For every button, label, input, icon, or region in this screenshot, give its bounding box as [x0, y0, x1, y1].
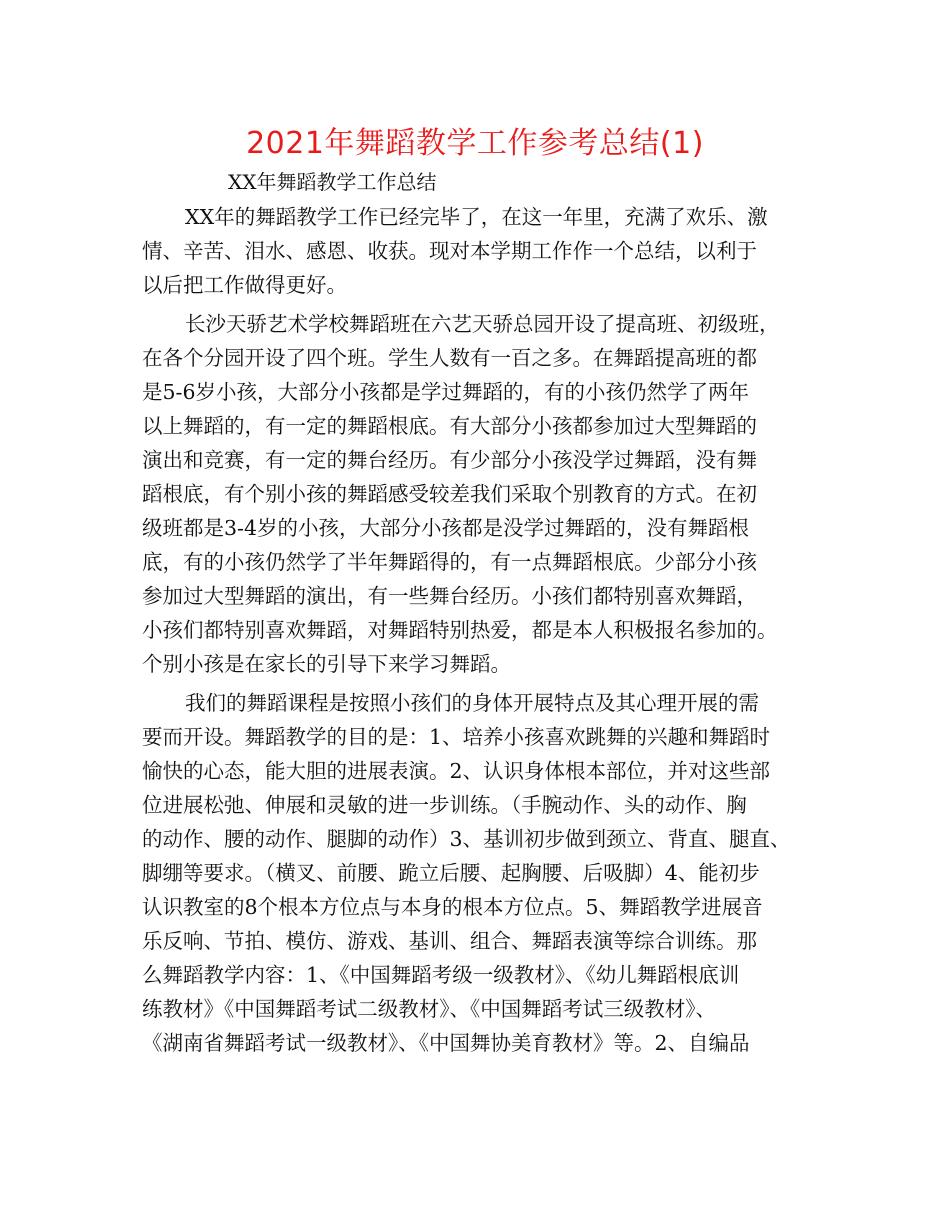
paragraph-3-line-10: 练教材》《中国舞蹈考试二级教材》、《中国舞蹈考试三级教材》、 [142, 997, 716, 1021]
paragraph-2-line-9: 参加过大型舞蹈的演出，有一些舞台经历。小孩们都特别喜欢舞蹈， [142, 584, 757, 608]
paragraph-3-line-7: 认识教室的8个根本方位点与本身的根本方位点。5、舞蹈教学进展音 [142, 895, 763, 919]
paragraph-3-line-3: 愉快的心态，能大胆的进展表演。2、认识身体根本部位，并对这些部 [142, 759, 771, 783]
paragraph-2-line-5: 演出和竞赛，有一定的舞台经历。有少部分小孩没学过舞蹈，没有舞 [142, 448, 757, 472]
paragraph-2-line-10: 小孩们都特别喜欢舞蹈，对舞蹈特别热爱，都是本人积极报名参加的。 [142, 618, 778, 642]
paragraph-3-line-6: 脚绷等要求。（横叉、前腰、跪立后腰、起胸腰、后吸脚）4、能初步 [142, 861, 760, 885]
paragraph-1-line-2: 情、辛苦、泪水、感恩、收获。现对本学期工作作一个总结，以利于 [142, 239, 757, 263]
paragraph-3-line-8: 乐反响、节拍、模仿、游戏、基训、组合、舞蹈表演等综合训练。那 [142, 929, 757, 953]
paragraph-3-line-2: 要而开设。舞蹈教学的目的是：1、培养小孩喜欢跳舞的兴趣和舞蹈时 [142, 725, 771, 749]
paragraph-1-line-3: 以后把工作做得更好。 [142, 273, 347, 297]
paragraph-1-line-1: XX年的舞蹈教学工作已经完毕了，在这一年里，充满了欢乐、激 [185, 205, 768, 229]
document-subtitle: XX年舞蹈教学工作总结 [228, 170, 437, 194]
document-title: 2021年舞蹈教学工作参考总结(1) [246, 126, 704, 161]
paragraph-2-line-4: 以上舞蹈的，有一定的舞蹈根底。有大部分小孩都参加过大型舞蹈的 [142, 414, 757, 438]
paragraph-2-line-6: 蹈根底，有个别小孩的舞蹈感受较差我们采取个别教育的方式。在初 [142, 482, 757, 506]
paragraph-2-line-8: 底，有的小孩仍然学了半年舞蹈得的，有一点舞蹈根底。少部分小孩 [142, 550, 757, 574]
paragraph-3-line-5: 的动作、腰的动作、腿脚的动作）3、基训初步做到颈立、背直、腿直、 [142, 827, 791, 851]
paragraph-3-line-4: 位进展松弛、伸展和灵敏的进一步训练。（手腕动作、头的动作、胸 [142, 793, 747, 817]
paragraph-2-line-2: 在各个分园开设了四个班。学生人数有一百之多。在舞蹈提高班的都 [142, 346, 757, 370]
paragraph-2-line-7: 级班都是3-4岁的小孩，大部分小孩都是没学过舞蹈的，没有舞蹈根 [142, 516, 750, 540]
paragraph-3-line-9: 么舞蹈教学内容：1、《中国舞蹈考级一级教材》、《幼儿舞蹈根底训 [142, 963, 740, 987]
paragraph-2-line-1: 长沙天骄艺术学校舞蹈班在六艺天骄总园开设了提高班、初级班， [185, 312, 780, 336]
paragraph-2-line-11: 个别小孩是在家长的引导下来学习舞蹈。 [142, 652, 511, 676]
paragraph-2-line-3: 是5-6岁小孩，大部分小孩都是学过舞蹈的，有的小孩仍然学了两年 [142, 380, 750, 404]
paragraph-3-line-1: 我们的舞蹈课程是按照小孩们的身体开展特点及其心理开展的需 [185, 691, 759, 715]
paragraph-3-line-11: 《湖南省舞蹈考试一级教材》、《中国舞协美育教材》等。2、自编品 [142, 1031, 750, 1055]
